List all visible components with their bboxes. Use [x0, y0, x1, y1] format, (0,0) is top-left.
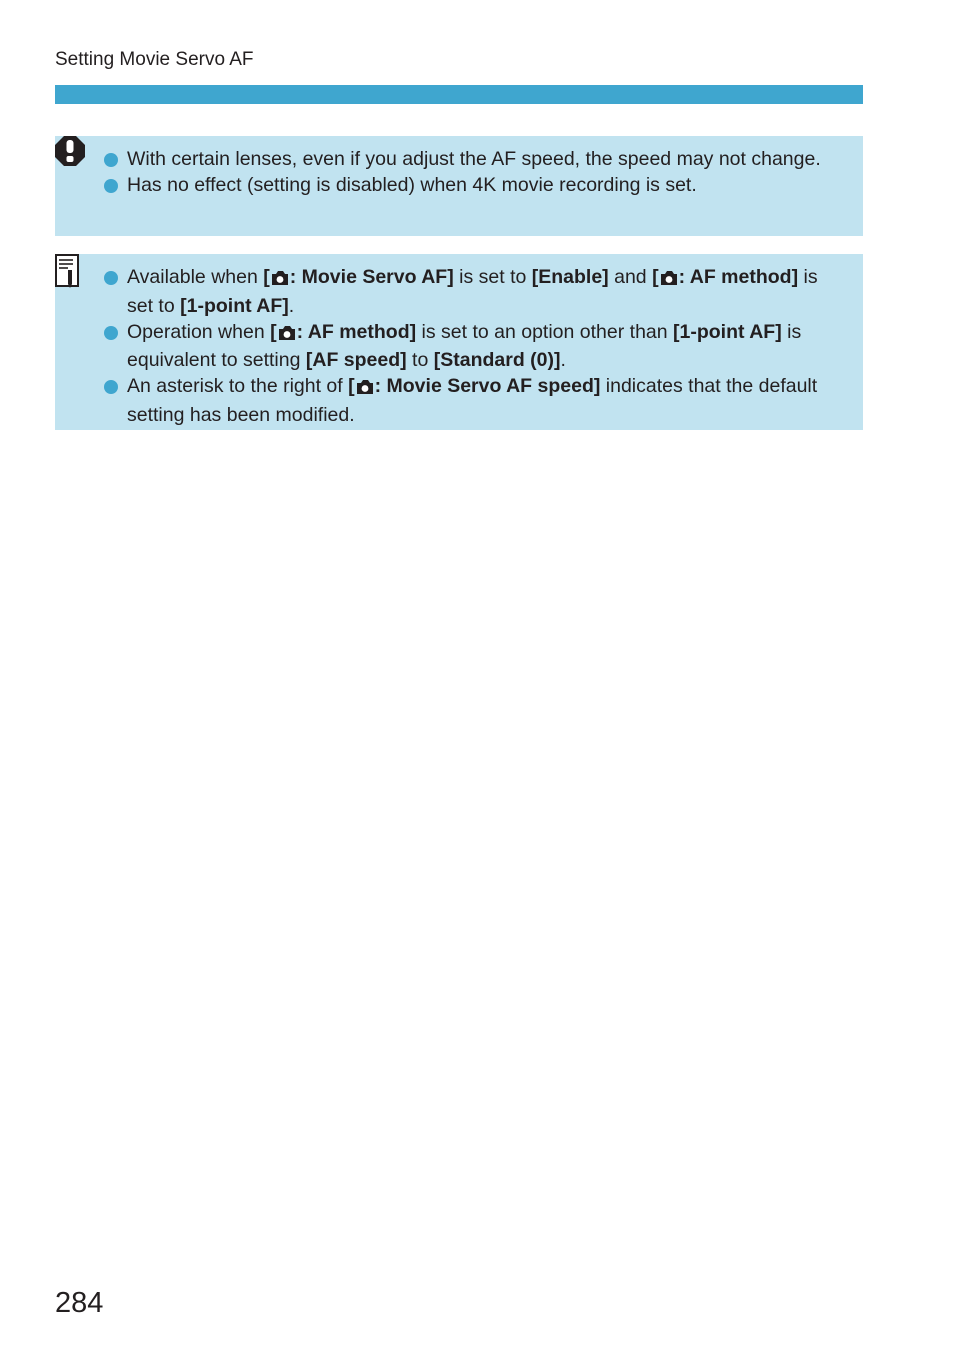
caution-icon — [55, 136, 85, 171]
note-text: and — [608, 266, 653, 288]
setting-value: [1-point AF] — [180, 294, 289, 317]
setting-ref: [ — [652, 266, 659, 288]
camera-icon — [356, 377, 374, 403]
caution-box — [55, 136, 863, 236]
bullet-icon — [104, 326, 118, 340]
list-item — [103, 374, 848, 429]
caution-text: With certain lenses, even if you adjust the AF speed, the speed may not change. — [127, 148, 821, 170]
bullet-icon — [104, 271, 118, 285]
bullet-icon — [104, 380, 118, 394]
header-bar — [55, 85, 863, 104]
note-text: is set to — [127, 266, 818, 317]
setting-value: [Enable] — [531, 266, 609, 288]
caution-text: Has no effect (setting is disabled) when 4K movie recording is set. — [127, 173, 697, 196]
setting-ref: : Movie Servo AF speed] — [374, 375, 601, 398]
setting-ref: [AF speed] — [305, 349, 407, 372]
setting-ref: : AF method] — [296, 320, 417, 343]
setting-ref: [ — [270, 320, 277, 343]
caution-list — [103, 147, 848, 199]
note-box — [55, 254, 863, 430]
list-item — [103, 320, 848, 375]
list-item — [103, 265, 848, 320]
bullet-icon — [104, 153, 118, 167]
note-text: is set to — [453, 266, 532, 288]
memo-pencil-icon — [55, 254, 81, 295]
note-text: Operation when — [127, 320, 271, 343]
setting-ref: : Movie Servo AF] — [289, 266, 454, 288]
camera-icon — [278, 323, 296, 349]
setting-value: [Standard (0)] — [433, 349, 561, 372]
note-text: indicates that the default setting has been modified. — [127, 375, 818, 426]
note-text: An asterisk to the right of — [127, 375, 349, 398]
note-text: Available when — [127, 266, 264, 288]
bullet-icon — [104, 179, 118, 193]
setting-ref: : AF method] — [678, 266, 799, 288]
note-text: . — [560, 349, 566, 372]
setting-value: [1-point AF] — [673, 320, 782, 343]
note-list — [103, 265, 848, 429]
page-section-title: Setting Movie Servo AF — [55, 49, 254, 70]
setting-ref: [ — [348, 375, 355, 398]
list-item — [103, 147, 848, 173]
page-number: 284 — [55, 1287, 104, 1319]
note-text: to — [406, 349, 434, 372]
note-text: is set to an option other than — [416, 320, 674, 343]
setting-ref: [ — [263, 266, 270, 288]
list-item — [103, 173, 848, 199]
camera-icon — [660, 268, 678, 294]
camera-icon — [271, 268, 289, 294]
note-text: is equivalent to setting — [127, 320, 802, 372]
note-text: . — [288, 294, 295, 317]
